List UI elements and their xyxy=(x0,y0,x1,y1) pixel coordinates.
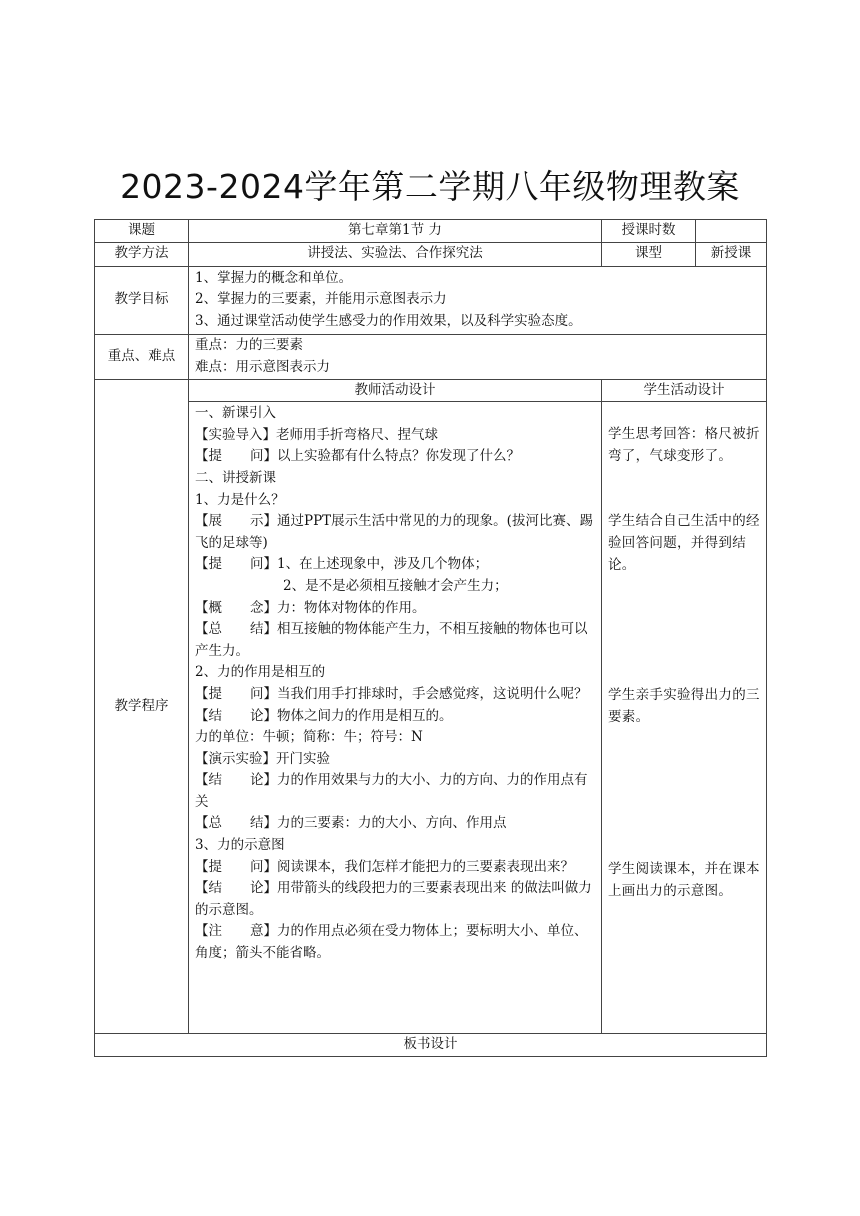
topic-value: 第七章第1节 力 xyxy=(189,220,602,243)
teacher-activities xyxy=(189,402,602,1034)
student-activities xyxy=(602,402,767,1034)
teacher-line: 【展 示】通过PPT展示生活中常见的力的现象。(拔河比赛、踢飞的足球等) xyxy=(195,513,593,551)
key-points-content xyxy=(189,334,767,379)
student-item: 学生结合自己生活中的经验回答问题，并得到结论。 xyxy=(608,513,760,573)
teacher-line: 【结 论】物体之间力的作用是相互的。 xyxy=(195,707,453,724)
teacher-line: 【注 意】力的作用点必须在受力物体上；要标明大小、单位、角度；箭头不能省略。 xyxy=(195,923,588,962)
row-method xyxy=(95,242,767,266)
teacher-line: 【概 念】力：物体对物体的作用。 xyxy=(195,599,426,616)
label-method: 教学方法 xyxy=(95,242,189,266)
key-item: 难点：用示意图表示力 xyxy=(195,358,330,375)
method-value: 讲授法、实验法、合作探究法 xyxy=(189,242,602,266)
teacher-line: 2、是不是必须相互接触才会产生力； xyxy=(283,577,508,594)
teacher-line: 【提 问】当我们用手打排球时，手会感觉疼，这说明什么呢？ xyxy=(195,685,588,702)
student-item: 学生亲手实验得出力的三要素。 xyxy=(608,687,760,725)
key-item: 重点：力的三要素 xyxy=(195,337,303,353)
teacher-line: 【提 问】1、在上述现象中，涉及几个物体； xyxy=(195,556,489,573)
label-type: 课型 xyxy=(602,242,696,266)
row-board xyxy=(95,1034,767,1057)
goal-item: 1、掌握力的概念和单位。 xyxy=(195,269,353,286)
teacher-line: 3、力的示意图 xyxy=(195,837,285,854)
page-title: 2023-2024学年第二学期八年级物理教案 xyxy=(120,167,740,206)
teacher-line: 2、力的作用是相互的 xyxy=(195,664,326,681)
student-item: 学生思考回答：格尺被折弯了，气球变形了。 xyxy=(608,426,760,464)
row-goals xyxy=(95,266,767,334)
label-key-points: 重点、难点 xyxy=(95,334,189,379)
row-process xyxy=(95,402,767,1034)
goals-content xyxy=(189,266,767,334)
teacher-line: 【结 论】用带箭头的线段把力的三要素表现出来 的做法叫做力的示意图。 xyxy=(195,880,592,918)
student-header: 学生活动设计 xyxy=(602,379,767,402)
row-topic xyxy=(95,220,767,243)
teacher-line: 力的单位：牛顿；简称：牛；符号：N xyxy=(195,729,423,746)
label-goals: 教学目标 xyxy=(95,266,189,334)
teacher-line: 【总 结】力的三要素：力的大小、方向、作用点 xyxy=(195,815,507,832)
teacher-line: 【总 结】相互接触的物体能产生力，不相互接触的物体也可以产生力。 xyxy=(195,621,588,659)
teacher-header: 教师活动设计 xyxy=(189,379,602,402)
row-key-points xyxy=(95,334,767,379)
teacher-line: 【提 问】以上实验都有什么特点？你发现了什么？ xyxy=(195,448,520,465)
teacher-line: 一、新课引入 xyxy=(195,405,276,422)
student-item: 学生阅读课本，并在课本上画出力的示意图。 xyxy=(608,861,760,899)
goal-item: 3、通过课堂活动使学生感受力的作用效果，以及科学实验态度。 xyxy=(195,312,582,329)
teacher-line: 二、讲授新课 xyxy=(195,469,276,486)
label-process: 教学程序 xyxy=(95,379,189,1034)
teacher-line: 1、力是什么？ xyxy=(195,491,285,508)
label-hours: 授课时数 xyxy=(602,220,696,243)
teacher-line: 【结 论】力的作用效果与力的大小、力的方向、力的作用点有关 xyxy=(195,772,588,810)
teacher-line: 【演示实验】开门实验 xyxy=(195,750,330,767)
type-value: 新授课 xyxy=(696,242,767,266)
hours-value xyxy=(696,220,767,243)
teacher-line: 【提 问】阅读课本，我们怎样才能把力的三要素表现出来？ xyxy=(195,858,574,875)
row-process-header xyxy=(95,379,767,402)
label-topic: 课题 xyxy=(95,220,189,243)
board-design: 板书设计 xyxy=(95,1034,767,1057)
lesson-plan-table xyxy=(94,219,767,1057)
goal-item: 2、掌握力的三要素，并能用示意图表示力 xyxy=(195,291,447,308)
teacher-line: 【实验导入】老师用手折弯格尺、捏气球 xyxy=(195,426,438,443)
